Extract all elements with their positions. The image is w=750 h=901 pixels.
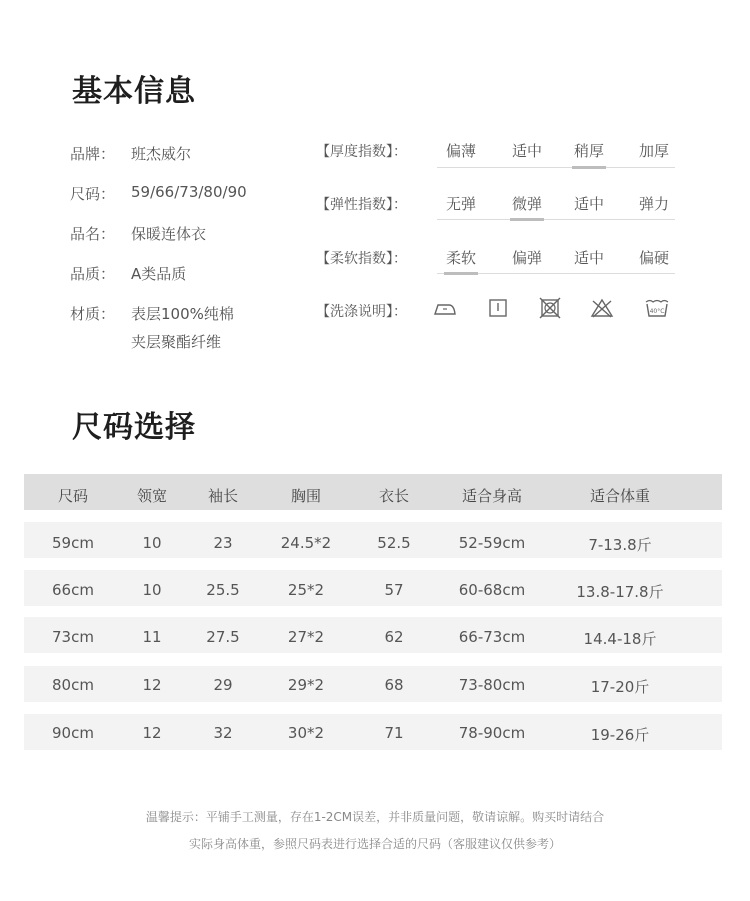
material-value-inner: 夹层聚酯纤维 xyxy=(131,333,222,351)
column-header: 尺码 xyxy=(57,487,88,505)
elasticity-selected-marker xyxy=(510,218,544,221)
table-cell: 17-20斤 xyxy=(590,678,650,696)
quality-value: A类品质 xyxy=(131,265,187,283)
softness-option: 适中 xyxy=(573,249,604,267)
table-cell: 14.4-18斤 xyxy=(583,630,657,648)
table-cell: 10 xyxy=(142,534,162,552)
column-header: 适合体重 xyxy=(589,487,650,505)
note-line-1: 温馨提示：平铺手工测量，存在1-2CM误差，并非质量问题，敬请谅解。购买时请结合 xyxy=(145,810,605,824)
hang-dry-icon xyxy=(486,297,510,319)
softness-option: 偏弹 xyxy=(511,249,542,267)
table-cell: 12 xyxy=(142,676,162,694)
size-label: 尺码： xyxy=(70,185,116,203)
softness-selected-marker xyxy=(444,272,478,275)
thickness-scale-line xyxy=(437,167,675,168)
brand-value: 班杰威尔 xyxy=(131,145,192,163)
column-header: 胸围 xyxy=(290,487,321,505)
table-cell: 73-80cm xyxy=(458,676,526,694)
elasticity-option: 弹力 xyxy=(638,195,669,213)
table-cell: 7-13.8斤 xyxy=(588,536,652,554)
no-bleach-icon xyxy=(590,297,614,319)
size-value: 59/66/73/80/90 xyxy=(131,183,247,201)
table-cell: 60-68cm xyxy=(458,581,526,599)
basic-info-title: 基本信息 xyxy=(72,74,196,109)
elasticity-scale-line xyxy=(437,219,675,220)
table-cell: 27*2 xyxy=(287,628,325,646)
table-cell: 12 xyxy=(142,724,162,742)
thickness-selected-marker xyxy=(572,166,606,169)
table-cell: 19-26斤 xyxy=(590,726,650,744)
softness-option: 偏硬 xyxy=(638,249,669,267)
thickness-option: 偏薄 xyxy=(445,142,476,160)
column-header: 领宽 xyxy=(136,487,167,505)
elasticity-option-selected: 微弹 xyxy=(511,195,542,213)
table-cell: 10 xyxy=(142,581,162,599)
material-label: 材质： xyxy=(70,305,116,323)
table-cell: 66cm xyxy=(52,581,94,599)
table-cell: 59cm xyxy=(52,534,94,552)
no-tumble-dry-icon xyxy=(538,297,562,319)
table-cell: 25.5 xyxy=(206,581,240,599)
table-cell: 80cm xyxy=(52,676,94,694)
care-label: 【洗涤说明】： xyxy=(316,304,407,320)
table-cell: 57 xyxy=(384,581,404,599)
table-cell: 25*2 xyxy=(287,581,325,599)
hand-wash-icon xyxy=(644,297,668,319)
product-name-label: 品名： xyxy=(70,225,116,243)
table-cell: 66-73cm xyxy=(458,628,526,646)
table-cell: 23 xyxy=(213,534,233,552)
thickness-option: 适中 xyxy=(511,142,542,160)
table-cell: 13.8-17.8斤 xyxy=(576,583,664,601)
table-cell: 29 xyxy=(213,676,233,694)
table-cell: 62 xyxy=(384,628,404,646)
size-select-title: 尺码选择 xyxy=(72,410,196,445)
table-cell: 24.5*2 xyxy=(280,534,332,552)
column-header: 袖长 xyxy=(207,487,238,505)
quality-label: 品质： xyxy=(70,265,116,283)
material-value-outer: 表层100%纯棉 xyxy=(131,305,234,323)
table-cell: 30*2 xyxy=(287,724,325,742)
table-cell: 71 xyxy=(384,724,404,742)
softness-option-selected: 柔软 xyxy=(445,249,476,267)
elasticity-option: 无弹 xyxy=(445,195,476,213)
product-name-value: 保暖连体衣 xyxy=(131,225,207,243)
table-cell: 29*2 xyxy=(287,676,325,694)
elasticity-index-label: 【弹性指数】： xyxy=(316,197,407,213)
brand-label: 品牌： xyxy=(70,145,116,163)
table-cell: 52.5 xyxy=(377,534,411,552)
table-cell: 32 xyxy=(213,724,233,742)
column-header: 适合身高 xyxy=(461,487,522,505)
thickness-index-label: 【厚度指数】： xyxy=(316,144,407,160)
table-cell: 52-59cm xyxy=(458,534,526,552)
wash-temp-label: 40°C xyxy=(649,308,665,315)
softness-index-label: 【柔软指数】： xyxy=(316,251,407,267)
table-cell: 68 xyxy=(384,676,404,694)
thickness-option: 加厚 xyxy=(638,142,669,160)
table-cell: 78-90cm xyxy=(458,724,526,742)
table-cell: 27.5 xyxy=(206,628,240,646)
iron-icon xyxy=(433,297,457,319)
table-cell: 90cm xyxy=(52,724,94,742)
column-header: 衣长 xyxy=(378,487,409,505)
table-cell: 11 xyxy=(142,628,162,646)
elasticity-option: 适中 xyxy=(573,195,604,213)
thickness-option-selected: 稍厚 xyxy=(573,142,604,160)
note-line-2: 实际身高体重，参照尺码表进行选择合适的尺码（客服建议仅供参考） xyxy=(188,837,561,851)
table-cell: 73cm xyxy=(52,628,94,646)
